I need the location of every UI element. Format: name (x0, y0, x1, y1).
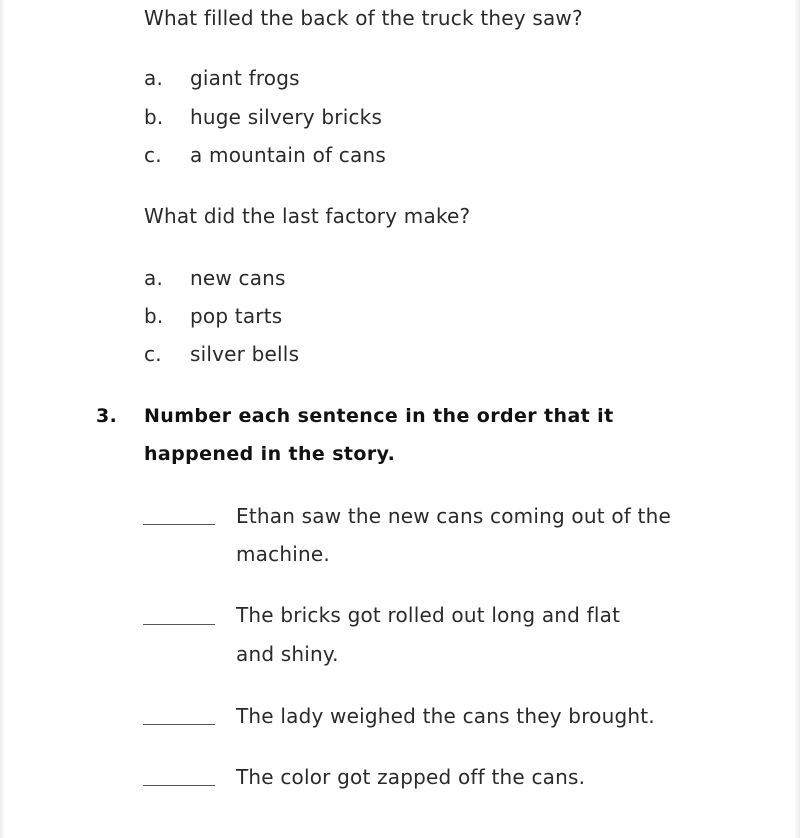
section-number: 3. (96, 405, 118, 427)
answer-blank[interactable] (143, 785, 215, 786)
option-letter: b. (144, 105, 164, 129)
section-instruction: happened in the story. (144, 443, 396, 465)
sentence-text: Ethan saw the new cans coming out of the (236, 504, 671, 528)
section-instruction: Number each sentence in the order that it (144, 405, 614, 427)
sentence-text: The bricks got rolled out long and flat (236, 603, 621, 627)
sentence-text: The lady weighed the cans they brought. (236, 704, 655, 728)
option-letter: b. (144, 304, 164, 328)
option-letter: a. (144, 266, 164, 290)
option-text: silver bells (190, 342, 300, 366)
option-text: a mountain of cans (190, 143, 386, 167)
page-edge-left (0, 0, 4, 838)
question-prompt: What did the last factory make? (144, 204, 471, 228)
option-text: huge silvery bricks (190, 105, 383, 129)
page-edge-right (795, 0, 800, 838)
sentence-text: machine. (236, 542, 330, 566)
answer-blank[interactable] (143, 724, 215, 725)
option-text: pop tarts (190, 304, 283, 328)
option-text: giant frogs (190, 66, 300, 90)
question-prompt: What filled the back of the truck they saw? (144, 6, 583, 30)
answer-blank[interactable] (143, 624, 215, 625)
option-letter: c. (144, 342, 162, 366)
sentence-text: The color got zapped off the cans. (236, 765, 586, 789)
option-text: new cans (190, 266, 286, 290)
sentence-text: and shiny. (236, 642, 339, 666)
option-letter: c. (144, 143, 162, 167)
option-letter: a. (144, 66, 164, 90)
answer-blank[interactable] (143, 524, 215, 525)
